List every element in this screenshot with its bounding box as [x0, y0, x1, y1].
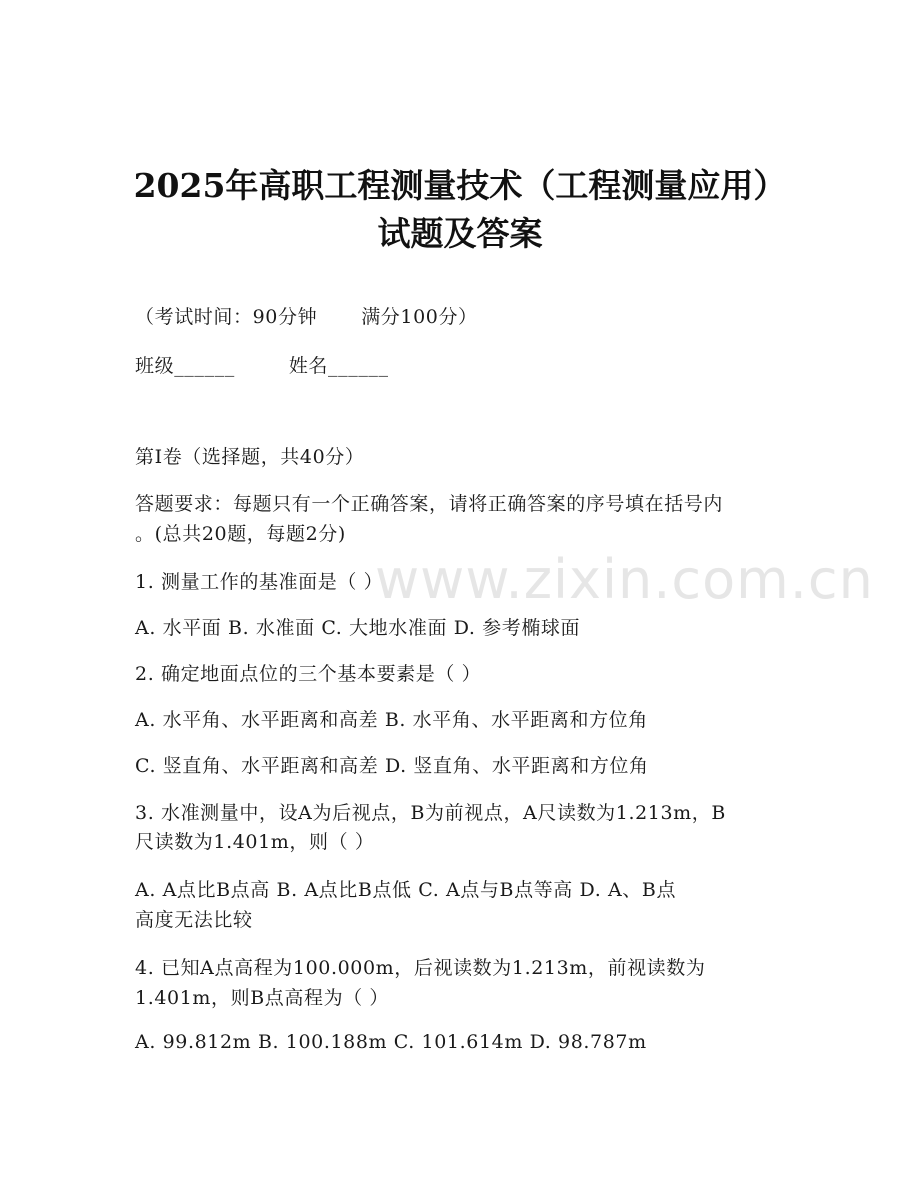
document-title-line-2: 试题及答案 [377, 214, 543, 253]
question-2-options-line-2: C. 竖直角、水平距离和高差 D. 竖直角、水平距离和方位角 [135, 755, 649, 777]
question-4-stem-line-1: 4. 已知A点高程为100.000m，后视读数为1.213m，前视读数为 [135, 957, 706, 979]
section-heading: 第I卷（选择题，共40分） [135, 446, 365, 468]
class-field-label: 班级______ [135, 355, 235, 377]
question-3-options-line-2: 高度无法比较 [135, 909, 253, 931]
question-2-options-line-1: A. 水平角、水平距离和高差 B. 水平角、水平距离和方位角 [135, 709, 648, 731]
document-title-line-1: 2025年高职工程测量技术（工程测量应用） [133, 166, 787, 205]
question-3-stem-line-1: 3. 水准测量中，设A为后视点，B为前视点，A尺读数为1.213m，B [135, 802, 726, 824]
question-2-stem: 2. 确定地面点位的三个基本要素是（ ） [135, 663, 482, 685]
exam-info [135, 302, 478, 329]
exam-score: 满分100分） [361, 306, 478, 328]
student-fields [135, 351, 389, 378]
watermark: www.zixin.com.cn [375, 548, 874, 611]
question-3-options-line-1: A. A点比B点高 B. A点比B点低 C. A点与B点等高 D. A、B点 [135, 879, 677, 901]
question-1-options: A. 水平面 B. 水准面 C. 大地水准面 D. 参考椭球面 [135, 617, 581, 639]
instructions-line-2: 。(总共20题，每题2分) [135, 523, 346, 545]
exam-time: （考试时间：90分钟 [135, 306, 318, 328]
question-4-stem-line-2: 1.401m，则B点高程为（ ） [135, 987, 390, 1009]
instructions-line-1: 答题要求：每题只有一个正确答案，请将正确答案的序号填在括号内 [135, 493, 724, 515]
question-3-stem-line-2: 尺读数为1.401m，则（ ） [135, 831, 375, 853]
question-1-stem: 1. 测量工作的基准面是（ ） [135, 571, 384, 593]
name-field-label: 姓名______ [288, 355, 389, 377]
question-4-options: A. 99.812m B. 100.188m C. 101.614m D. 98.787m [135, 1031, 647, 1053]
